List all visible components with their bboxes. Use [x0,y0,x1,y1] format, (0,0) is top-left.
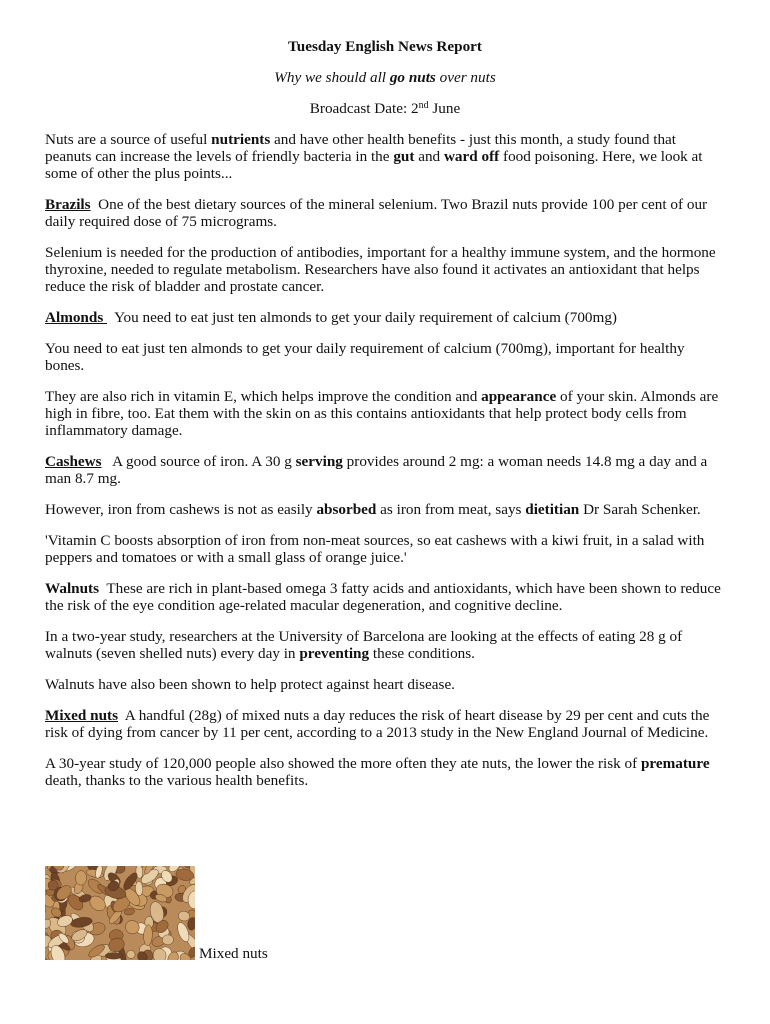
almonds-paragraph [45,309,725,326]
mixed-nuts-study-paragraph [45,755,725,789]
nut-shape [48,880,59,890]
walnuts-text: These are rich in plant-based omega 3 fatty acids and antioxidants, which have been shown to reduce the risk of the eye condition age-related macular degeneration, and cognitive decline. [45,580,721,614]
intro-text: and have other health benefits - just this month, a study found that peanuts can increase the levels of friendly bacteria in the [45,131,677,165]
mixed-nuts-text: A handful (28g) of mixed nuts a day reduces the risk of heart disease by 29 per cent and cuts the risk of dying from cancer by 11 per cent, according to a 2013 study in the New England Journal of Medicine. [45,707,710,741]
cashews-text: provides around 2 mg: a woman needs 14.8 mg a day and a man 8.7 mg. [45,453,708,487]
nut-shape [126,949,137,960]
walnuts-study-paragraph [45,628,725,662]
report-subtitle [45,69,725,86]
cashews-iron-paragraph [45,501,725,518]
cashews-text: However, iron from cashews is not as easily [45,501,317,518]
subtitle-text: Why we should all [274,69,390,86]
almonds-text: You need to eat just ten almonds to get your daily requirement of calcium (700mg) [114,309,617,326]
cashews-keyword: dietitian [525,501,580,518]
walnuts-heading: Walnuts [45,580,100,597]
mixed-nuts-image [45,866,195,960]
cashews-text: as iron from meat, says [376,501,526,518]
photo-row [45,866,268,960]
almonds-text: They are also rich in vitamin E, which helps improve the condition and [45,388,482,405]
walnuts-text: these conditions. [369,645,475,662]
cashews-keyword: serving [295,453,343,470]
date-text: Broadcast Date: 2 [309,100,419,117]
cashews-quote-paragraph: 'Vitamin C boosts absorption of iron from non-meat sources, so eat cashews with a kiwi fruit, in a salad with peppers and tomatoes or with a small glass of orange juice.' [45,532,705,566]
mixed-nuts-text: A 30-year study of 120,000 people also showed the more often they ate nuts, the lower the risk of [45,755,641,772]
walnuts-keyword: preventing [299,645,370,662]
brazils-text: One of the best dietary sources of the mineral selenium. Two Brazil nuts provide 100 per cent of our daily required dose of 75 micrograms. [45,196,708,230]
cashews-text: A good source of iron. A 30 g [112,453,296,470]
intro-paragraph [45,131,725,182]
report-title: Tuesday English News Report [288,38,482,55]
intro-text: Nuts are a source of useful [45,131,212,148]
almonds-keyword: appearance [481,388,557,405]
intro-keyword: gut [393,148,415,165]
intro-text: food poisoning. Here, we look at some of other the plus points... [45,148,703,182]
walnuts-paragraph [45,580,725,614]
intro-text: and [414,148,444,165]
cashews-heading: Cashews [45,453,102,470]
document-body [45,38,725,803]
date-superscript: nd [418,100,429,111]
cashews-keyword: absorbed [316,501,377,518]
mixed-nuts-heading: Mixed nuts [45,707,118,724]
photo-caption: Mixed nuts [199,945,268,962]
walnuts-heart-paragraph: Walnuts have also been shown to help protect against heart disease. [45,676,455,693]
intro-keyword: ward off [443,148,500,165]
mixed-nuts-paragraph [45,707,725,741]
almonds-vitamin-paragraph [45,388,725,439]
almonds-calcium-paragraph: You need to eat just ten almonds to get your daily requirement of calcium (700mg), important for healthy bones. [45,340,685,374]
walnuts-text: In a two-year study, researchers at the University of Barcelona are looking at the effects of eating 28 g of walnuts (seven shelled nuts) every day in [45,628,683,662]
brazils-heading: Brazils [45,196,91,213]
nut-shape [123,918,142,937]
almonds-text: of your skin. Almonds are high in fibre, too. Eat them with the skin on as this contains antioxidants that help protect body cells from inflammatory damage. [45,388,719,439]
mixed-nuts-text: death, thanks to the various health benefits. [45,772,309,789]
cashews-paragraph [45,453,725,487]
subtitle-bold: go nuts [389,69,436,86]
mixed-nuts-keyword: premature [640,755,710,772]
cashews-text: Dr Sarah Schenker. [579,501,701,518]
intro-keyword: nutrients [211,131,271,148]
subtitle-text-end: over nuts [435,69,496,86]
selenium-paragraph: Selenium is needed for the production of antibodies, important for a healthy immune system, and the hormone thyroxine, needed to regulate metabolism. Researchers have also found it activates an antioxidant that helps reduce the risk of bladder and prostate cancer. [45,244,716,295]
nut-shape [105,953,122,960]
almonds-heading: Almonds [45,309,108,326]
date-month: June [428,100,461,117]
mixed-nuts-photo [45,866,195,960]
nut-shape [75,870,87,885]
broadcast-date [45,100,725,117]
brazils-paragraph [45,196,725,230]
